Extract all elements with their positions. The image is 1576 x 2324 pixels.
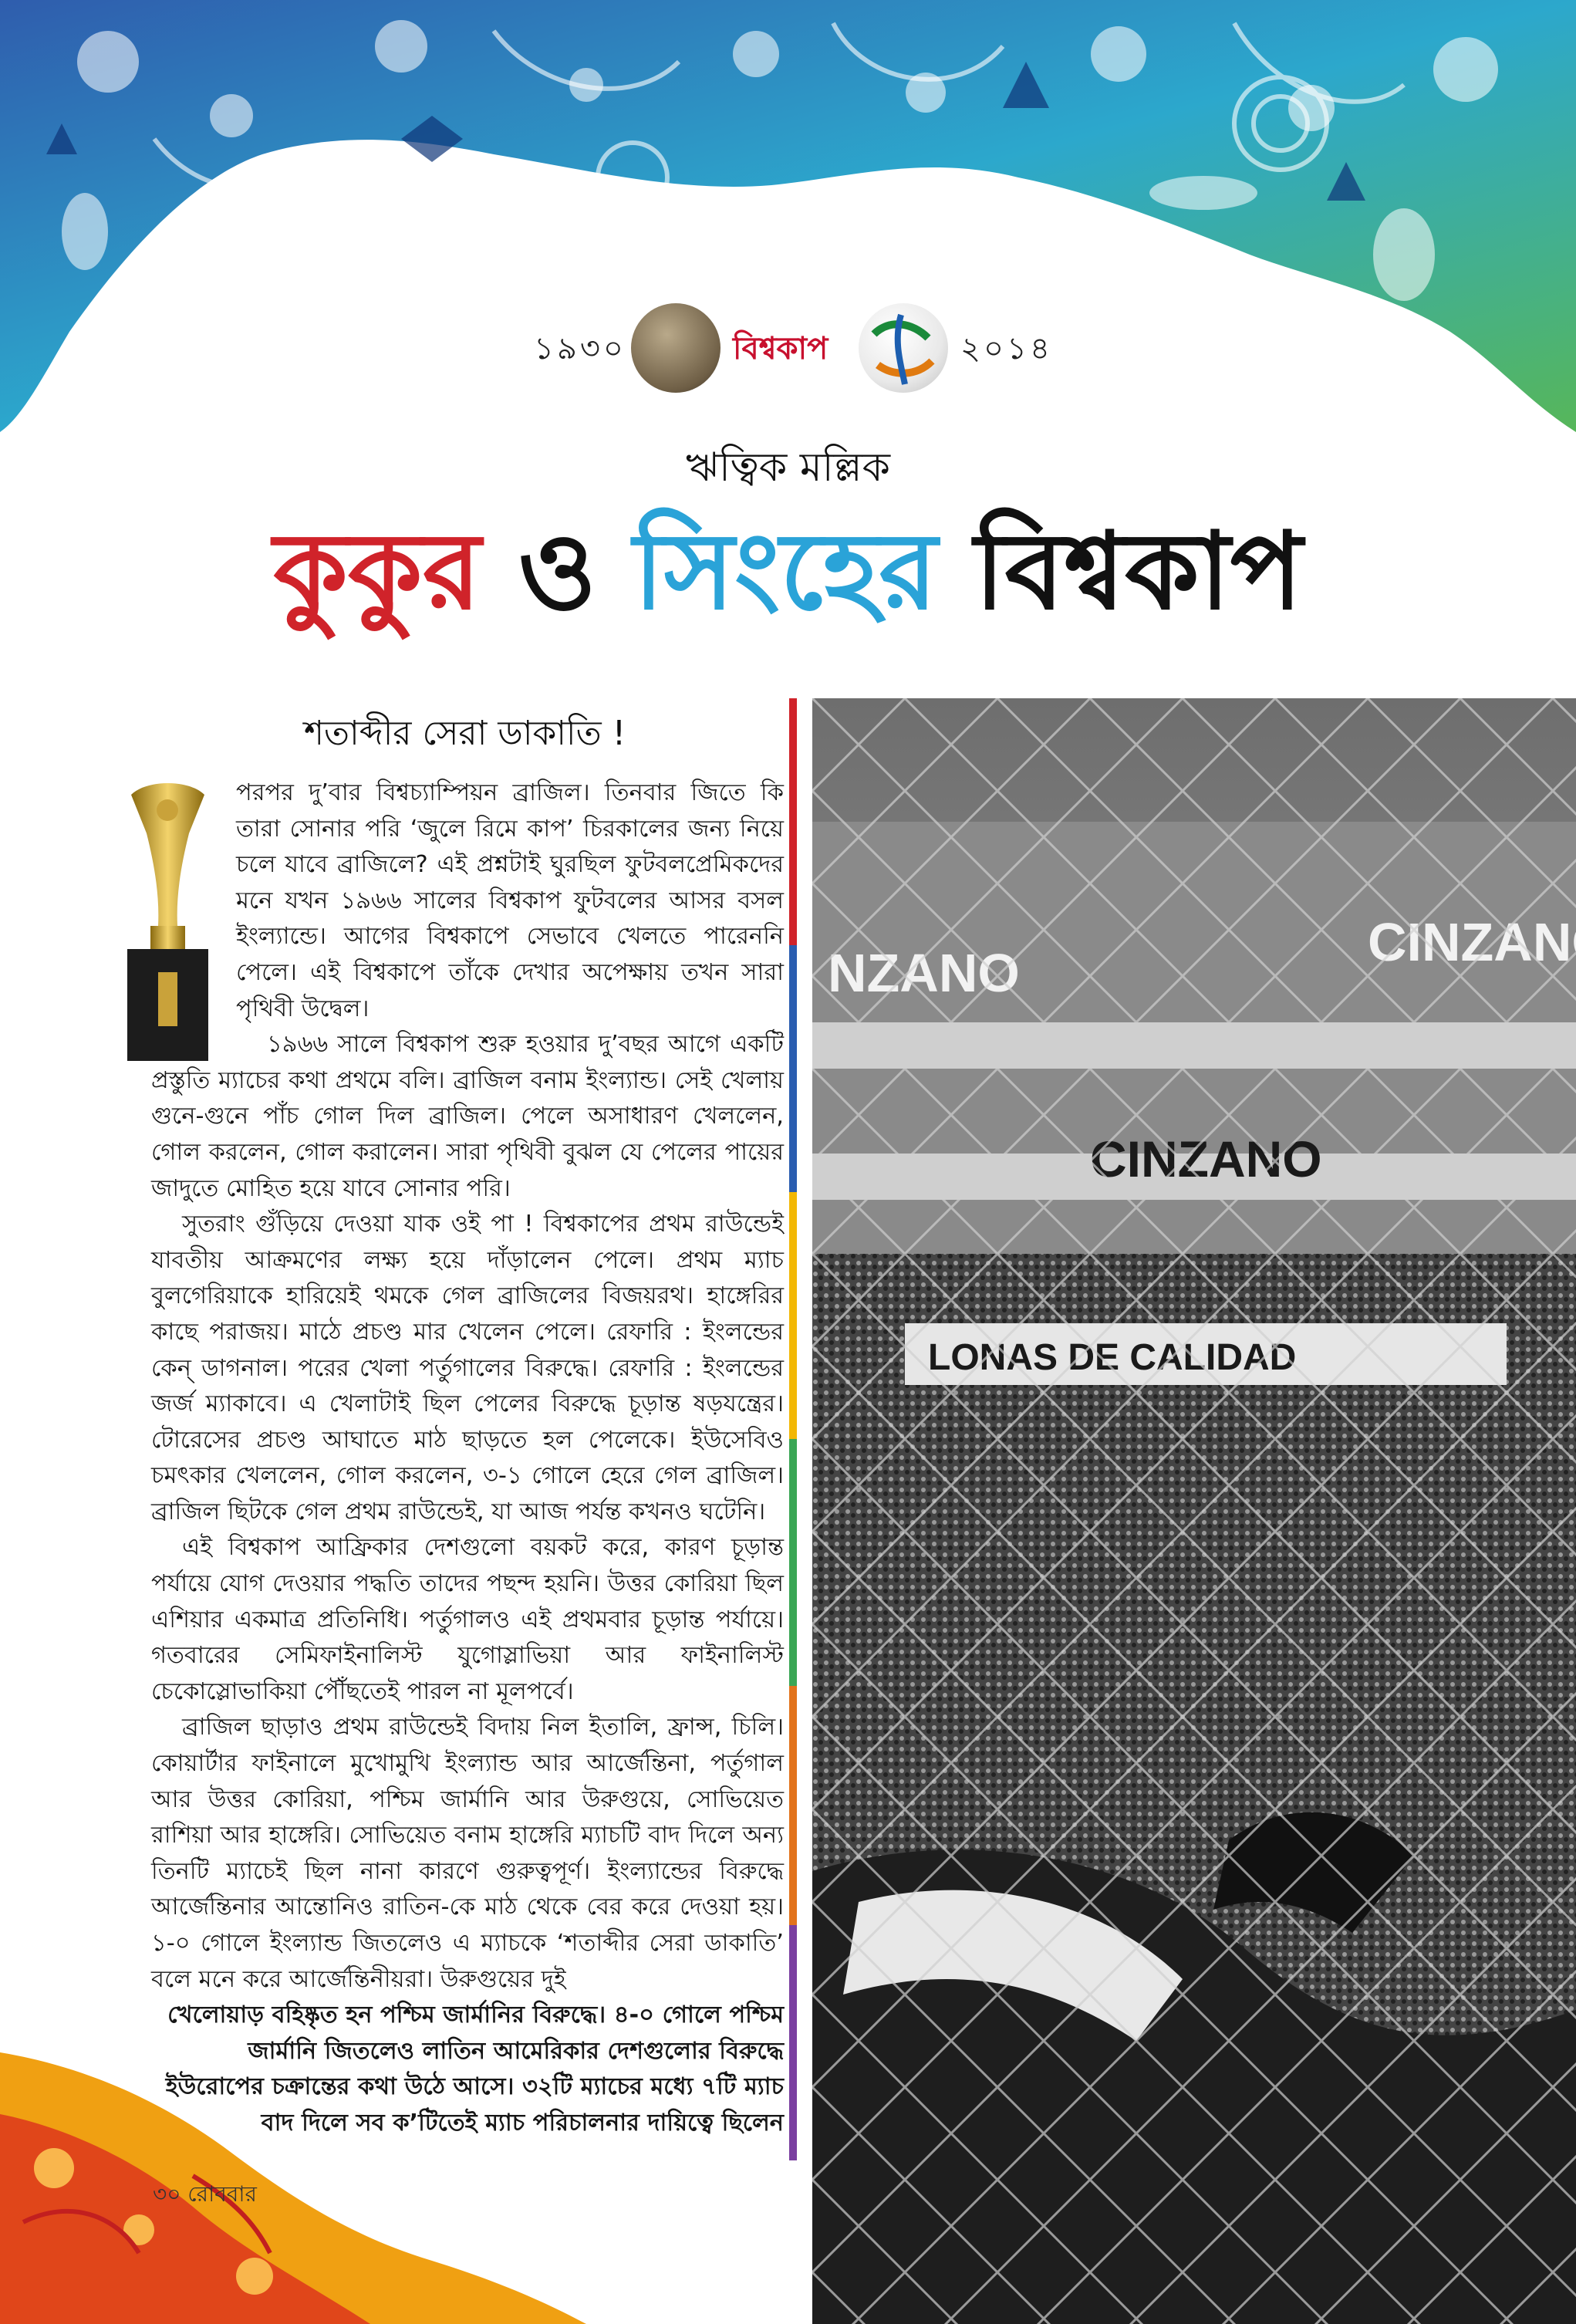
- article-paragraph: সুতরাং গুঁড়িয়ে দেওয়া যাক ওই পা ! বিশ্বকাপের প্রথম রাউন্ডেই যাবতীয় আক্রমণের লক্ষ্য হয়ে দাঁড়ালেন পেলে। প্রথম ম্যাচ বুলগেরিয়াকে হারিয়েই থমকে গেল ব্রাজিলের বিজয়রথ। হাঙ্গেরির কাছে পরাজয়। মাঠে প্রচণ্ড মার খেলেন পেলে। রেফারি : ইংলন্ডের কেন্ ডাগনাল। পরের খেলা পর্তুগালের বিরুদ্ধে। রেফারি : ইংলন্ডের জর্জ ম্যাকাবে। এ খেলাটাই ছিল পেলের বিরুদ্ধে চূড়ান্ত ষড়যন্ত্রের। টোরেসের প্রচণ্ড আঘাতে মাঠ ছাড়তে হল পেলেকে। ইউসেবিও চমৎকার খেললেন, গোল করলেন, ৩-১ গোলে হেরে গেল ব্রাজিল। ব্রাজিল ছিটকে গেল প্রথম রাউন্ডেই, যা আজ পর্যন্ত কখনও ঘটেনি।: [151, 1211, 784, 1525]
- title-word-3: সিংহের: [633, 509, 938, 633]
- page-footer: ৩০ রোববার: [153, 2181, 257, 2207]
- stadium-goalkeeper-photo: [812, 698, 1576, 2324]
- decorative-banner: [0, 0, 1576, 463]
- article-body: [151, 775, 784, 2142]
- vintage-football-icon: [631, 303, 721, 393]
- title-word-1: কুকুর: [273, 509, 481, 633]
- modern-football-icon: [859, 303, 948, 393]
- article-paragraph: পরপর দু’বার বিশ্বচ্যাম্পিয়ন ব্রাজিল। তিনবার জিতে কি তারা সোনার পরি ‘জুলে রিমে কাপ’ চিরকালের জন্য নিয়ে চলে যাবে ব্রাজিলে? এই প্রশ্নটাই ঘুরছিল ফুটবলপ্রেমিকদের মনে যখন ১৯৬৬ সালের বিশ্বকাপ ফুটবলের আসর বসল ইংল্যান্ডে। আগের বিশ্বকাপে সেভাবে খেলতে পারেননি পেলে। এই বিশ্বকাপে তাঁকে দেখার অপেক্ষায় তখন সারা পৃথিবী উদ্বেল।: [236, 779, 784, 1022]
- author-byline: ঋত্বিক মল্লিক: [686, 444, 890, 491]
- title-word-4: বিশ্বকাপ: [974, 509, 1303, 633]
- world-cup-label: বিশ্বকাপ: [733, 331, 828, 367]
- article-paragraph: ১৯৬৬ সালে বিশ্বকাপ শুরু হওয়ার দু’বছর আগে একটি প্রস্তুতি ম্যাচের কথা প্রথমে বলি। ব্রাজিল বনাম ইংল্যান্ড। সেই খেলায় গুনে-গুনে পাঁচ গোল দিল ব্রাজিল। পেলে অসাধারণ খেললেন, গোল করলেন, গোল করালেন। সারা পৃথিবী বুঝল যে পেলের পায়ের জাদুতে মোহিত হয়ে যাবে সোনার পরি।: [151, 1031, 784, 1202]
- year-start: ১৯৩০: [534, 331, 626, 367]
- color-divider: [789, 698, 797, 2160]
- section-heading: শতাব্দীর সেরা ডাকাতি !: [304, 714, 626, 753]
- article-paragraph: এই বিশ্বকাপ আফ্রিকার দেশগুলো বয়কট করে, কারণ চূড়ান্ত পর্যায়ে যোগ দেওয়ার পদ্ধতি তাদের পছন্দ হয়নি। উত্তর কোরিয়া ছিল এশিয়ার একমাত্র প্রতিনিধি। পর্তুগালও এই প্রথমবার চূড়ান্ত পর্যায়ে। গতবারের সেমিফাইনালিস্ট যুগোস্লাভিয়া আর ফাইনালিস্ট চেকোস্লোভাকিয়া পৌঁছতেই পারল না মূলপর্বে।: [151, 1534, 784, 1705]
- article-bold-tail: খেলোয়াড় বহিষ্কৃত হন পশ্চিম জার্মানির বিরুদ্ধে। ৪-০ গোলে পশ্চিম জার্মানি জিতলেও লাতিন আমেরিকার দেশগুলোর বিরুদ্ধে ইউরোপের চক্রান্তের কথা উঠে আসে। ৩২টি ম্যাচের মধ্যে ৭টি ম্যাচ বাদ দিলে সব ক’টিতেই ম্যাচ পরিচালনার দায়িত্বে ছিলেন: [165, 2001, 784, 2137]
- title-word-2: ও: [518, 509, 597, 633]
- decorative-corner-art: [0, 2022, 586, 2324]
- article-paragraph: ব্রাজিল ছাড়াও প্রথম রাউন্ডেই বিদায় নিল ইতালি, ফ্রান্স, চিলি। কোয়ার্টার ফাইনালে মুখোমুখি ইংল্যান্ড আর আর্জেন্তিনা, পর্তুগাল আর উত্তর কোরিয়া, পশ্চিম জার্মানি আর উরুগুয়ে, সোভিয়েত রাশিয়া আর হাঙ্গেরি। সোভিয়েত বনাম হাঙ্গেরি ম্যাচটি বাদ দিলে অন্য তিনটি ম্যাচেই ছিল নানা কারণে গুরুত্বপূর্ণ। ইংল্যান্ডের বিরুদ্ধে আর্জেন্তিনার আন্তোনিও রাতিন-কে মাঠ থেকে বের করে দেওয়া হয়। ১-০ গোলে ইংল্যান্ড জিতলেও এ ম্যাচকে ‘শতাব্দীর সেরা ডাকাতি’ বলে মনে করে আর্জেন্তিনীয়রা। উরুগুয়ের দুই: [151, 1714, 784, 1993]
- page-title: [0, 509, 1576, 633]
- year-end: ২০১৪: [960, 331, 1053, 367]
- trophy-float-space: [151, 775, 236, 1053]
